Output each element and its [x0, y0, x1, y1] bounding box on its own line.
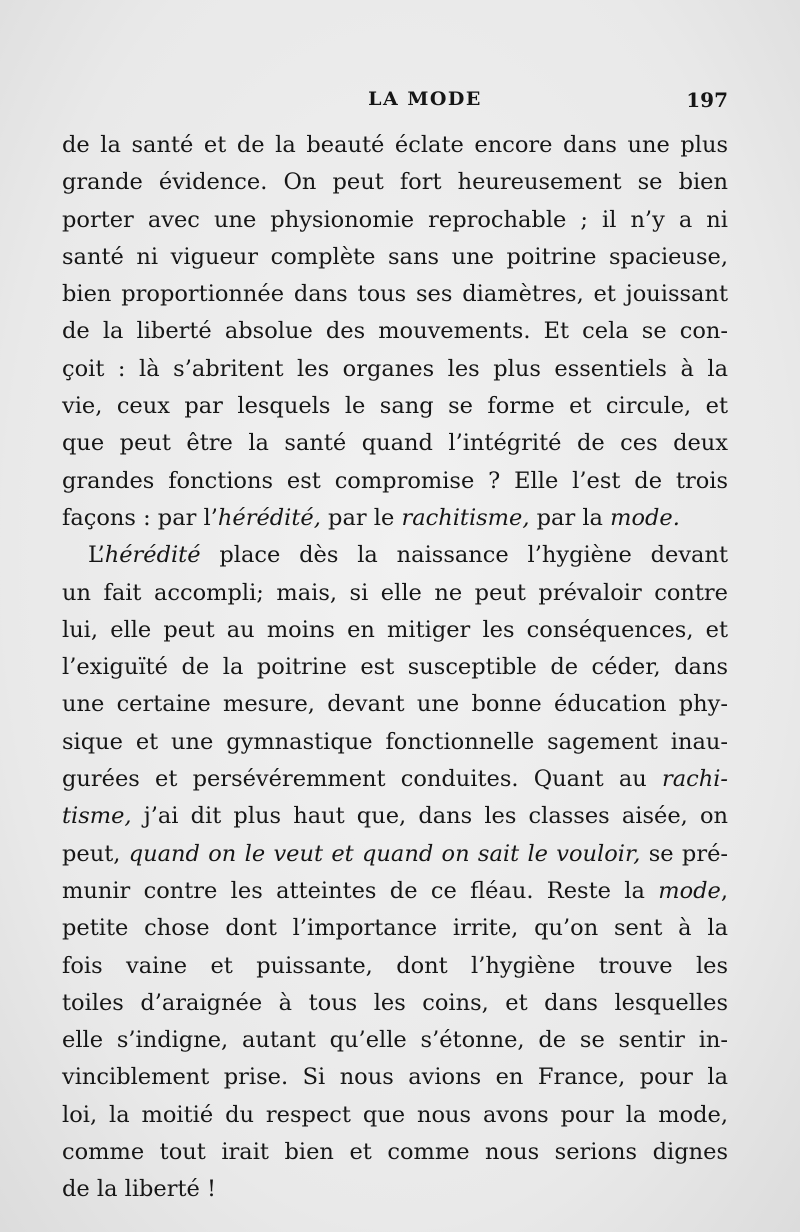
- text-segment: vie, ceux par lesquels le sang se forme et circule, et: [62, 393, 728, 420]
- text-segment: toiles d’araignée à tous les coins, et dans lesquelles: [62, 989, 728, 1016]
- text-segment: un fait accompli; mais, si elle ne peut prévaloir contre: [62, 579, 728, 606]
- text-line: [62, 127, 728, 164]
- text-segment: peut,: [62, 840, 129, 867]
- text-line: [62, 1171, 728, 1208]
- italic-text: tisme,: [62, 803, 132, 830]
- text-line: [62, 948, 728, 985]
- text-segment: grande évidence. On peut fort heureusement se bien: [62, 169, 728, 196]
- text-segment: de la liberté absolue des mouvements. Et cela se con-: [62, 318, 728, 345]
- text-segment: gurées et persévéremment conduites. Quant au: [62, 766, 662, 793]
- text-line: [62, 239, 728, 276]
- text-segment: bien proportionnée dans tous ses diamètres, et jouissant: [62, 281, 728, 308]
- text-segment: elle s’indigne, autant qu’elle s’étonne, de se sentir in-: [62, 1027, 728, 1054]
- text-segment: lui, elle peut au moins en mitiger les conséquences, et: [62, 616, 728, 643]
- italic-text: mode: [658, 877, 721, 904]
- text-segment: L’: [88, 542, 105, 569]
- text-segment: çoit : là s’abritent les organes les plus essentiels à la: [62, 355, 728, 382]
- text-line: [62, 164, 728, 201]
- text-line: [62, 500, 728, 537]
- text-line: [62, 463, 728, 500]
- text-segment: loi, la moitié du respect que nous avons pour la mode,: [62, 1101, 728, 1128]
- text-line: [62, 798, 728, 835]
- text-segment: l’exiguïté de la poitrine est susceptible de céder, dans: [62, 654, 728, 681]
- text-segment: par le: [320, 504, 402, 531]
- text-line: [62, 985, 728, 1022]
- text-segment: munir contre les atteintes de ce fléau. Reste la: [62, 877, 659, 904]
- text-segment: santé ni vigueur complète sans une poitrine spacieuse,: [62, 243, 728, 270]
- italic-text: hérédité: [104, 542, 201, 569]
- text-line: [62, 686, 728, 723]
- text-segment: place dès la naissance l’hygiène devant: [200, 542, 728, 569]
- text-line: [62, 612, 728, 649]
- italic-text: mode.: [610, 504, 680, 531]
- text-segment: sique et une gymnastique fonctionnelle sagement inau-: [62, 728, 728, 755]
- italic-text: hérédité,: [217, 504, 321, 531]
- text-line: [62, 202, 728, 239]
- body-text: [62, 127, 728, 1209]
- text-line: [62, 910, 728, 947]
- text-segment: que peut être la santé quand l’intégrité de ces deux: [62, 430, 728, 457]
- text-segment: comme tout irait bien et comme nous serions dignes: [62, 1139, 728, 1166]
- running-head: [62, 88, 728, 118]
- italic-text: rachitisme,: [401, 504, 530, 531]
- text-segment: une certaine mesure, devant une bonne éducation phy-: [62, 691, 728, 718]
- italic-text: rachi-: [661, 766, 728, 793]
- text-line: [62, 351, 728, 388]
- text-segment: petite chose dont l’importance irrite, qu’on sent à la: [62, 915, 728, 942]
- text-segment: de la santé et de la beauté éclate encore dans une plus: [62, 132, 728, 158]
- text-line: [62, 575, 728, 612]
- text-segment: de la liberté !: [62, 1176, 217, 1203]
- text-line: [62, 1059, 728, 1096]
- running-title: LA MODE: [368, 88, 482, 110]
- text-segment: fois vaine et puissante, dont l’hygiène trouve les: [62, 952, 728, 979]
- text-line: [62, 425, 728, 462]
- text-line: [62, 537, 728, 574]
- text-line: [62, 873, 728, 910]
- text-segment: j’ai dit plus haut que, dans les classes aisée, on: [131, 803, 728, 830]
- text-line: [62, 276, 728, 313]
- text-line: [62, 1022, 728, 1059]
- text-segment: vinciblement prise. Si nous avions en France, pour la: [62, 1064, 728, 1091]
- text-segment: porter avec une physionomie reprochable ; il n’y a ni: [62, 206, 728, 233]
- text-line: [62, 836, 728, 873]
- page-number: 197: [686, 88, 728, 112]
- text-segment: ,: [720, 877, 728, 904]
- italic-text: quand on le veut et quand on sait le vouloir,: [128, 840, 641, 867]
- text-line: [62, 1097, 728, 1134]
- text-line: [62, 388, 728, 425]
- text-line: [62, 313, 728, 350]
- text-line: [62, 724, 728, 761]
- text-segment: façons : par l’: [62, 504, 218, 531]
- text-line: [62, 649, 728, 686]
- text-segment: grandes fonctions est compromise ? Elle l’est de trois: [62, 467, 728, 494]
- text-line: [62, 1134, 728, 1171]
- text-segment: par la: [529, 504, 611, 531]
- text-segment: se pré-: [640, 840, 728, 867]
- text-line: [62, 761, 728, 798]
